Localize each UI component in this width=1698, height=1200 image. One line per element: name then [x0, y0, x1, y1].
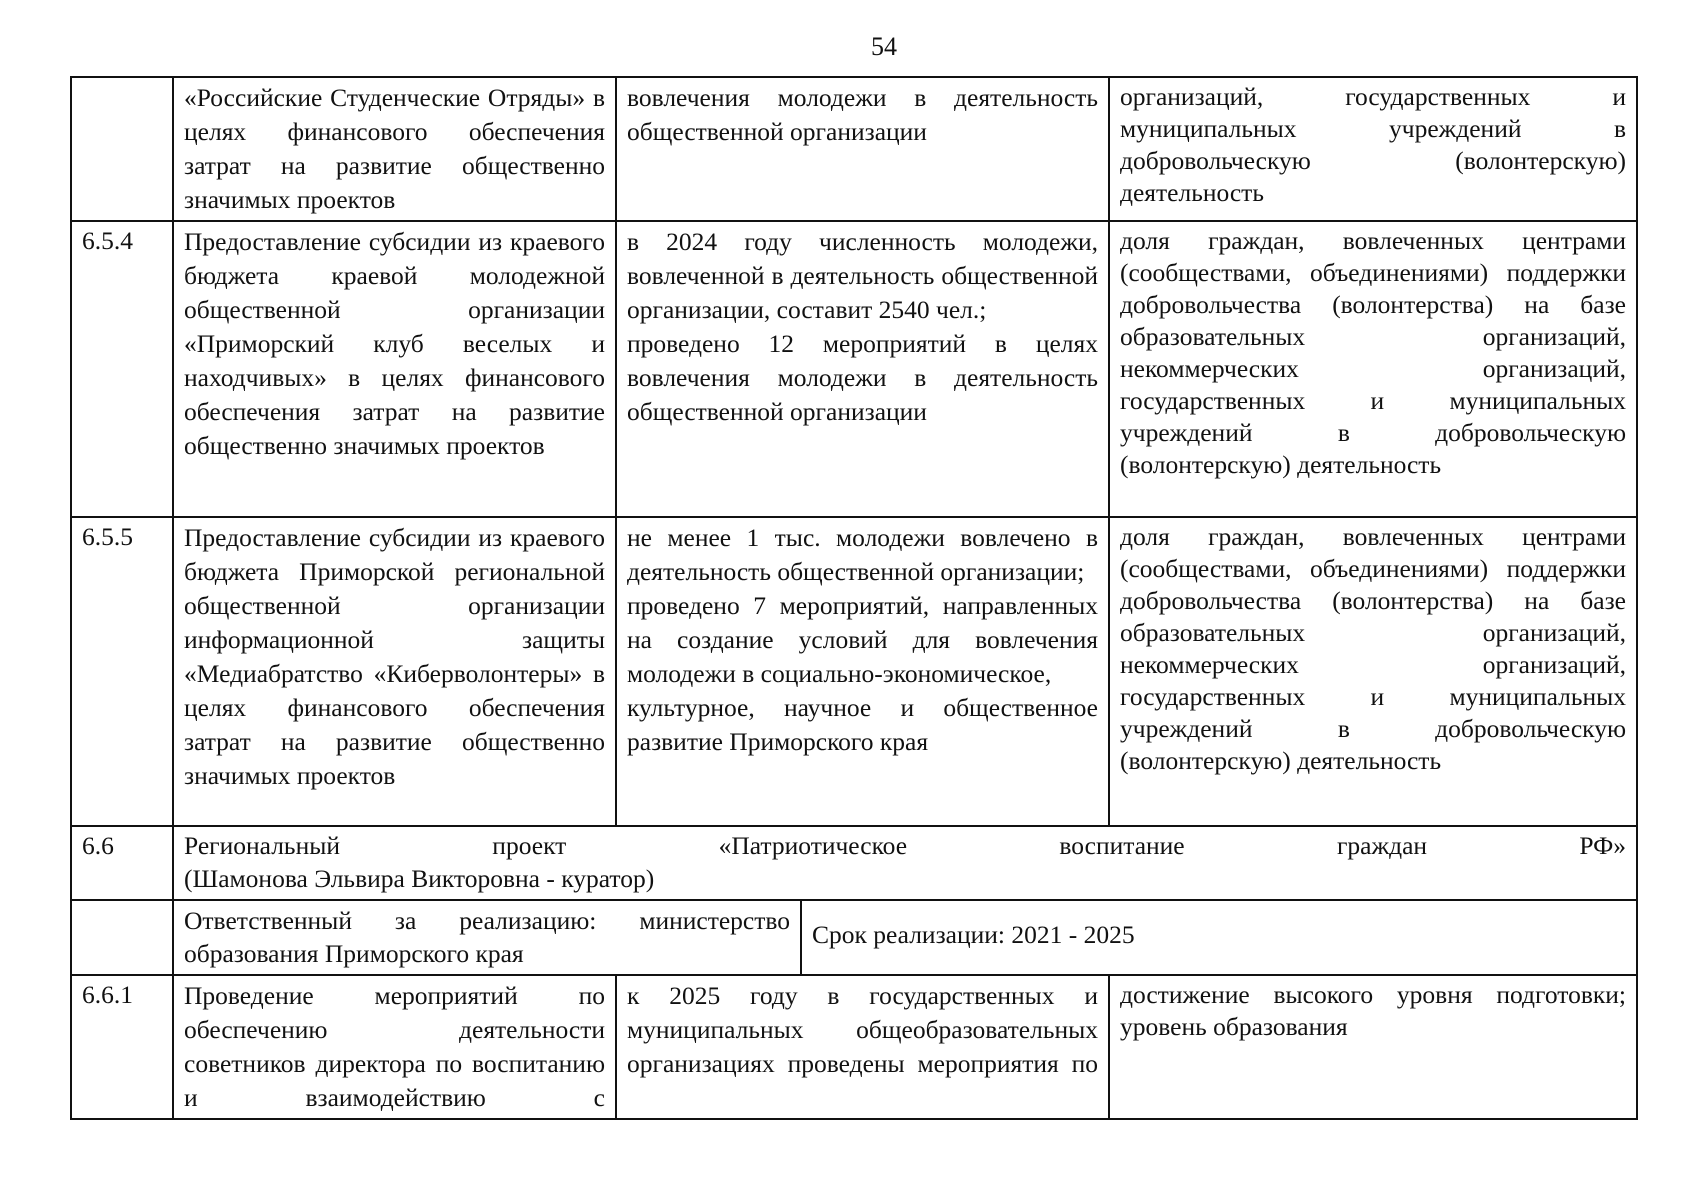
project-info	[173, 900, 1637, 975]
table-row	[71, 77, 1637, 221]
row-number: 6.5.4	[71, 221, 173, 517]
project-header-row	[71, 826, 1637, 900]
project-info-row	[71, 900, 1637, 975]
measure-indicator: доля граждан, вовлеченных центрами (сообществами, объединениями) поддержки добровольчества (волонтерства) на базе образовательных организаций, некоммерческих организаций, государственных и муниципальных учреждений в добровольческую (волонтерскую) деятельность	[1109, 221, 1637, 517]
measure-indicator	[1109, 975, 1637, 1119]
measure-indicator: организаций, государственных и муниципальных учреждений в добровольческую (волонтерскую) деятельность	[1109, 77, 1637, 221]
page-number: 54	[871, 32, 897, 61]
measure-description: Проведение мероприятий по обеспечению деятельности советников директора по воспитанию и взаимодействию с	[173, 975, 616, 1119]
table-row	[71, 975, 1637, 1119]
result-line: не менее 1 тыс. молодежи вовлечено в деятельность общественной организации;	[627, 523, 1098, 586]
table-row	[71, 517, 1637, 826]
term-text: Срок реализации: 2021 - 2025	[812, 920, 1135, 949]
measures-table	[70, 76, 1638, 1120]
result-line: в 2024 году численность молодежи, вовлеченной в деятельность общественной организации, составит 2540 чел.;	[627, 227, 1098, 324]
measure-description: Предоставление субсидии из краевого бюджета краевой молодежной общественной организации «Приморский клуб веселых и находчивых» в целях финансового обеспечения затрат на развитие общественно значимых проектов	[173, 221, 616, 517]
table-row	[71, 221, 1637, 517]
result-line: культурное, научное и общественное развитие Приморского края	[627, 693, 1098, 756]
row-number	[71, 77, 173, 221]
measure-result	[616, 517, 1109, 826]
measure-description: «Российские Студенческие Отряды» в целях финансового обеспечения затрат на развитие общественно значимых проектов	[173, 77, 616, 221]
responsible-text: Ответственный за реализацию: министерство образования Приморского края	[174, 901, 802, 974]
project-title	[173, 826, 1637, 900]
row-number: 6.6.1	[71, 975, 173, 1119]
measure-result: вовлечения молодежи в деятельность общественной организации	[616, 77, 1109, 221]
measure-result	[616, 221, 1109, 517]
indicator-line: достижение высокого уровня подготовки;	[1120, 980, 1626, 1009]
project-title-line: Региональный проект «Патриотическое воспитание граждан РФ»	[184, 831, 1626, 860]
measure-indicator: доля граждан, вовлеченных центрами (сообществами, объединениями) поддержки добровольчества (волонтерства) на базе образовательных организаций, некоммерческих организаций, государственных и муниципальных учреждений в добровольческую (волонтерскую) деятельность	[1109, 517, 1637, 826]
indicator-line: уровень образования	[1120, 1012, 1348, 1041]
empty-cell	[71, 900, 173, 975]
project-curator: (Шамонова Эльвира Викторовна - куратор)	[184, 863, 655, 893]
measure-description: Предоставление субсидии из краевого бюджета Приморской региональной общественной организации информационной защиты «Медиабратство «Киберволонтеры» в целях финансового обеспечения затрат на развитие общественно значимых проектов	[173, 517, 616, 826]
measure-result: к 2025 году в государственных и муниципальных общеобразовательных организациях проведены мероприятия по	[616, 975, 1109, 1119]
result-line: проведено 7 мероприятий, направленных на создание условий для вовлечения молодежи в социально-экономическое,	[627, 591, 1098, 688]
project-number: 6.6	[71, 826, 173, 900]
row-number: 6.5.5	[71, 517, 173, 826]
result-line: проведено 12 мероприятий в целях вовлечения молодежи в деятельность общественной организации	[627, 329, 1098, 426]
